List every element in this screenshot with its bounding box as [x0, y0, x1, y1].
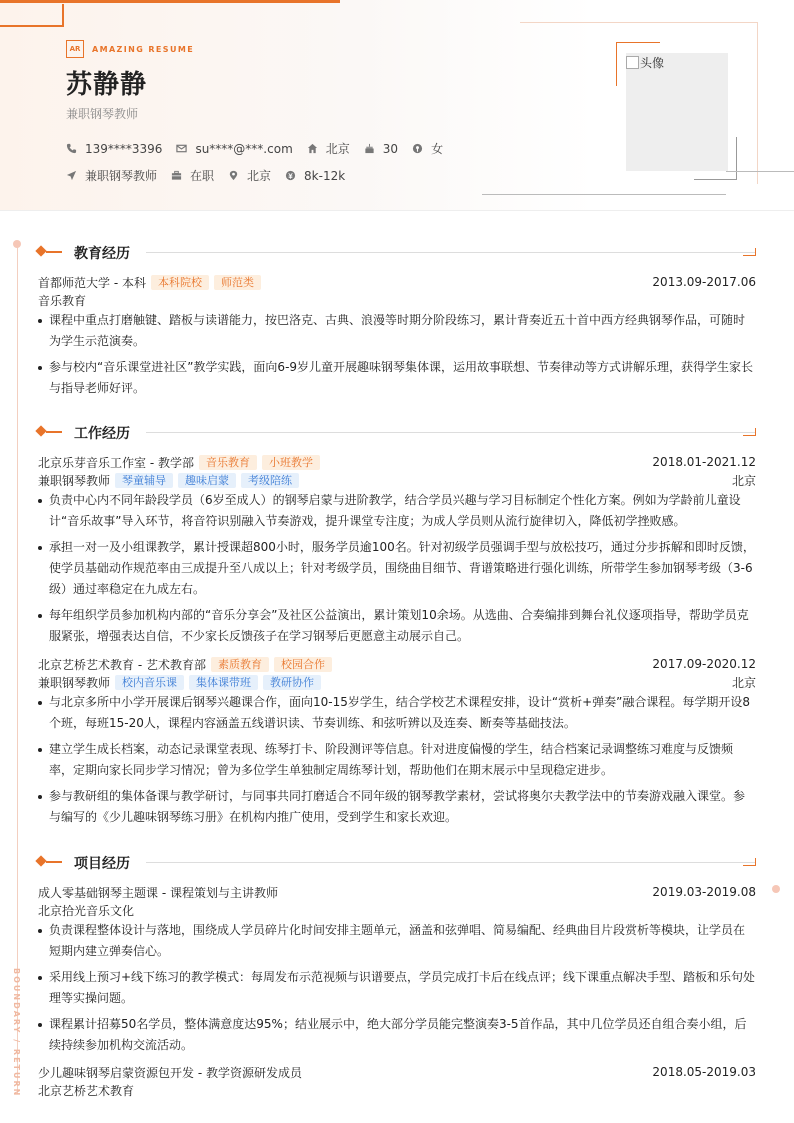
corner-bracket-icon [743, 428, 756, 436]
tag: 本科院校 [151, 275, 209, 290]
section-education-header [36, 244, 756, 260]
education-bullets [38, 310, 756, 404]
date-range: 2018.05-2019.03 [652, 1065, 756, 1079]
section-accent-line [46, 251, 62, 253]
date-range: 2018.01-2021.12 [652, 455, 756, 469]
section-work-header [36, 424, 756, 440]
salary-icon [285, 170, 296, 181]
brand-badge-logo: AR [66, 40, 84, 58]
timeline-dot-right [772, 885, 780, 893]
section-divider [146, 862, 756, 863]
intent-salary [285, 169, 345, 183]
tag: 师范类 [214, 275, 261, 290]
home-icon [307, 143, 318, 154]
contact-home [307, 140, 350, 157]
contact-email-text: su****@***.com [195, 141, 293, 156]
contact-row [66, 140, 457, 157]
decor-bracket-top-left [0, 4, 64, 27]
section-title: 工作经历 [74, 426, 130, 442]
work-entry-header [38, 656, 756, 672]
avatar-photo [626, 53, 728, 171]
project-entry-header [38, 1064, 756, 1080]
tag: 考级陪练 [241, 473, 299, 488]
send-icon [66, 170, 77, 181]
job-intent-row [66, 167, 359, 184]
tag: 素质教育 [211, 657, 269, 672]
work-role-line [38, 472, 756, 488]
education-entry-header [38, 274, 756, 290]
work-entry-header [38, 454, 756, 470]
project-org: 北京艺桥艺术教育 [38, 1083, 135, 1098]
tag: 趣味启蒙 [178, 473, 236, 488]
list-item: 课程中重点打磨触键、踏板与读谱能力，按巴洛克、古典、浪漫等时期分阶段练习，累计背奏近五十首中西方经典钢琴作品，可随时为学生示范演奏。 [38, 310, 756, 352]
list-item: 采用线上预习+线下练习的教学模式：每周发布示范视频与识谱要点，学员完成打卡后在线点评；线下课重点解决手型、踏板和乐句处理等实操问题。 [38, 967, 756, 1009]
list-item: 负责中心内不同年龄段学员（6岁至成人）的钢琴启蒙与进阶教学，结合学员兴趣与学习目标制定个性化方案。例如为学龄前儿童设计“音乐故事”导入环节，将音符识别融入节奏游戏，提升课堂专注度；为成人学员则从流行旋律切入，降低初学挫败感。 [38, 490, 756, 532]
project-name: 成人零基础钢琴主题课 - 课程策划与主讲教师 [38, 885, 278, 900]
education-major-line [38, 292, 756, 308]
tag: 校内音乐课 [115, 675, 184, 690]
contact-gender-text: 女 [431, 142, 444, 156]
section-title: 项目经历 [74, 856, 130, 872]
avatar-alt-text: 头像 [640, 56, 665, 70]
intent-position [66, 167, 157, 184]
intent-status-text: 在职 [190, 169, 215, 183]
major: 音乐教育 [38, 293, 87, 308]
contact-phone-text: 139****3396 [85, 141, 163, 156]
tag: 集体课带班 [189, 675, 258, 690]
contact-phone [66, 142, 162, 156]
contact-age-text: 30 [382, 141, 399, 156]
intent-city [228, 167, 271, 184]
list-item: 负责课程整体设计与落地，围绕成人学员碎片化时间安排主题单元，涵盖和弦弹唱、简易编配、经典曲目片段赏析等模块，让学员在短期内建立弹奏信心。 [38, 920, 756, 962]
location-pin-icon [228, 170, 239, 181]
list-item: 建立学生成长档案，动态记录课堂表现、练琴打卡、阶段测评等信息。针对进度偏慢的学生，结合档案记录调整练习难度与反馈频率，定期向家长同步学习情况；曾为多位学生单独制定周练琴计划，帮助他们在期末展示中呈现稳定进步。 [38, 739, 756, 781]
resume-header [0, 0, 794, 211]
list-item: 承担一对一及小组课教学，累计授课超800小时，服务学员逾100名。针对初级学员强调手型与放松技巧，通过分步拆解和即时反馈，使学员基础动作规范率由三成提升至八成以上；针对考级学员，围绕曲目细节、背谱策略进行强化训练，所带学生参加钢琴考级（3-6级）通过率稳定在九成左右。 [38, 537, 756, 600]
section-divider [146, 252, 756, 253]
tag: 小班教学 [262, 455, 320, 470]
corner-bracket-icon [743, 858, 756, 866]
section-title: 教育经历 [74, 246, 130, 262]
diamond-icon [35, 855, 46, 866]
project-name: 少儿趣味钢琴启蒙资源包开发 - 教学资源研发成员 [38, 1065, 302, 1080]
tag: 琴童辅导 [115, 473, 173, 488]
work-bullets [38, 692, 756, 833]
gender-icon [412, 143, 423, 154]
side-timeline [17, 244, 18, 1094]
brand-badge [66, 40, 194, 58]
section-accent-line [46, 861, 62, 863]
corner-bracket-icon [743, 248, 756, 256]
city: 北京 [731, 473, 756, 488]
side-vertical-text: BOUNDARY / RETURN [12, 968, 21, 1098]
tag: 教研协作 [263, 675, 321, 690]
diamond-icon [35, 425, 46, 436]
list-item: 每年组织学员参加机构内部的“音乐分享会”及社区公益演出，累计策划10余场。从选曲、合奏编排到舞台礼仪逐项指导，帮助学员克服紧张，增强表达自信，不少家长反馈孩子在学习钢琴后更愿意主动展示自己。 [38, 605, 756, 647]
list-item: 参与校内“音乐课堂进社区”教学实践，面向6-9岁儿童开展趣味钢琴集体课，运用故事联想、节奏律动等方式讲解乐理，获得学生家长与指导老师好评。 [38, 357, 756, 399]
decor-line-right [726, 171, 794, 172]
company-name: 北京乐芽音乐工作室 - 教学部 [38, 455, 194, 470]
diamond-icon [35, 245, 46, 256]
role: 兼职钢琴教师 [38, 473, 111, 488]
list-item: 课程累计招募50名学员，整体满意度达95%；结业展示中，绝大部分学员能完整演奏3-5首作品，其中几位学员还自组合奏小组，后续持续参加机构交流活动。 [38, 1014, 756, 1056]
tag: 音乐教育 [199, 455, 257, 470]
intent-city-text: 北京 [247, 169, 272, 183]
section-accent-line [46, 431, 62, 433]
intent-position-text: 兼职钢琴教师 [85, 169, 158, 183]
project-org: 北京拾光音乐文化 [38, 903, 135, 918]
brand-tagline: AMAZING RESUME [92, 44, 195, 54]
work-role-line [38, 674, 756, 690]
project-org-line [38, 902, 756, 918]
project-bullets [38, 920, 756, 1061]
timeline-dot-top [13, 240, 21, 248]
date-range: 2013.09-2017.06 [652, 275, 756, 289]
contact-home-text: 北京 [325, 142, 350, 156]
project-org-line [38, 1082, 756, 1098]
role: 兼职钢琴教师 [38, 675, 111, 690]
date-range: 2019.03-2019.08 [652, 885, 756, 899]
decor-line-bottom [482, 194, 726, 195]
date-range: 2017.09-2020.12 [652, 657, 756, 671]
briefcase-icon [171, 170, 182, 181]
contact-email [176, 142, 292, 156]
list-item: 参与教研组的集体备课与教学研讨，与同事共同打磨适合不同年级的钢琴教学素材，尝试将奥尔夫教学法中的节奏游戏融入课堂。参与编写的《少儿趣味钢琴练习册》在机构内推广使用，受到学生和家长欢迎。 [38, 786, 756, 828]
work-bullets [38, 490, 756, 652]
contact-gender [412, 140, 443, 157]
phone-icon [66, 143, 77, 154]
section-divider [146, 432, 756, 433]
mail-icon [176, 143, 187, 154]
city: 北京 [731, 675, 756, 690]
project-entry-header [38, 884, 756, 900]
cake-icon [364, 143, 375, 154]
school-name: 首都师范大学 - 本科 [38, 275, 146, 290]
contact-age [364, 142, 398, 156]
company-name: 北京艺桥艺术教育 - 艺术教育部 [38, 657, 206, 672]
candidate-subtitle: 兼职钢琴教师 [66, 107, 139, 121]
section-projects-header [36, 854, 756, 870]
list-item: 与北京多所中小学开展课后钢琴兴趣课合作，面向10-15岁学生，结合学校艺术课程安排，设计“赏析+弹奏”融合课程。每学期开设8个班，每班15-20人，课程内容涵盖五线谱识读、节奏训练、和弦听辨以及连奏、断奏等基础技法。 [38, 692, 756, 734]
intent-status [171, 167, 214, 184]
decor-line-top [0, 0, 340, 3]
broken-image-icon [626, 56, 639, 69]
tag: 校园合作 [274, 657, 332, 672]
intent-salary-text: 8k-12k [304, 168, 346, 183]
candidate-name: 苏静静 [66, 70, 148, 100]
